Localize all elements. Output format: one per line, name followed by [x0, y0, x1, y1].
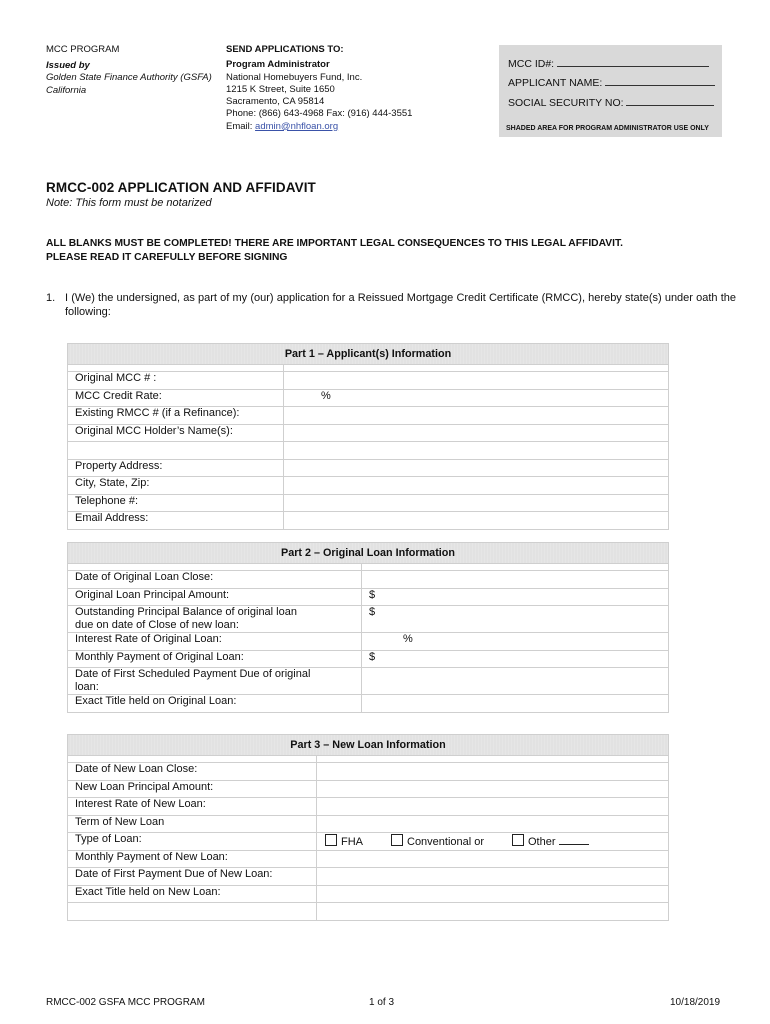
new-principal-field[interactable] [317, 780, 669, 798]
footer-page-number: 1 of 3 [369, 997, 395, 1008]
item-1-text: I (We) the undersigned, as part of my (our) application for a Reissued Mortgage Credit Certificate (RMCC), hereby state(s) under oath the following: [65, 292, 736, 318]
other-checkbox[interactable] [512, 834, 524, 846]
part3-heading: Part 3 – New Loan Information [68, 735, 669, 756]
email-field[interactable] [284, 512, 669, 530]
form-title: RMCC-002 APPLICATION AND AFFIDAVIT [46, 180, 316, 195]
ssn-line[interactable] [508, 96, 714, 109]
applicant-name-label: APPLICANT NAME: [508, 77, 603, 89]
mcc-id-line[interactable] [508, 57, 709, 70]
new-title-field-2[interactable] [317, 903, 669, 921]
holder-names-label: Original MCC Holder’s Name(s): [68, 424, 284, 442]
orig-interest-label: Interest Rate of Original Loan: [68, 633, 362, 651]
issued-by-label: Issued by [46, 59, 90, 71]
orig-date-close-field[interactable] [362, 571, 669, 589]
orig-title-label: Exact Title held on Original Loan: [68, 695, 362, 713]
part2-table [67, 542, 669, 713]
ssn-field[interactable] [626, 96, 714, 106]
new-principal-label: New Loan Principal Amount: [68, 780, 317, 798]
original-mcc-label: Original MCC # : [68, 372, 284, 390]
issuer-name: Golden State Finance Authority (GSFA) [46, 72, 212, 83]
new-term-field[interactable] [317, 815, 669, 833]
telephone-label: Telephone #: [68, 494, 284, 512]
warning-line-2: PLEASE READ IT CAREFULLY BEFORE SIGNING [46, 252, 288, 263]
first-payment-field[interactable] [362, 668, 669, 695]
new-date-close-label: Date of New Loan Close: [68, 763, 317, 781]
conventional-option[interactable] [391, 834, 484, 849]
conventional-checkbox[interactable] [391, 834, 403, 846]
orig-title-field[interactable] [362, 695, 669, 713]
holder-names-field-2[interactable] [284, 442, 669, 460]
admin-street: 1215 K Street, Suite 1650 [226, 83, 335, 95]
fha-option[interactable] [325, 834, 363, 849]
send-to-block [226, 44, 412, 133]
new-monthly-label: Monthly Payment of New Loan: [68, 850, 317, 868]
admin-email-label: Email: [226, 120, 256, 132]
property-address-field[interactable] [284, 459, 669, 477]
admin-city: Sacramento, CA 95814 [226, 96, 325, 108]
email-label: Email Address: [68, 512, 284, 530]
applicant-name-line[interactable] [508, 76, 715, 89]
city-state-zip-label: City, State, Zip: [68, 477, 284, 495]
footer-date: 10/18/2019 [670, 997, 721, 1008]
send-to-label: SEND APPLICATIONS TO: [226, 44, 344, 55]
fha-checkbox[interactable] [325, 834, 337, 846]
issuer-state: California [46, 84, 87, 96]
new-title-label: Exact Title held on New Loan: [68, 885, 317, 903]
credit-rate-percent: % [321, 389, 331, 402]
other-label: Other [528, 836, 556, 848]
property-address-label: Property Address: [68, 459, 284, 477]
new-interest-label: Interest Rate of New Loan: [68, 798, 317, 816]
new-first-payment-field[interactable] [317, 868, 669, 886]
conventional-label: Conventional or [407, 836, 485, 848]
admin-email-link[interactable]: admin@nhfloan.org [255, 120, 339, 132]
ssn-label: SOCIAL SECURITY NO: [508, 97, 624, 109]
outstanding-dollar: $ [369, 606, 376, 618]
mcc-id-field[interactable] [557, 57, 709, 67]
mcc-id-label: MCC ID#: [508, 58, 555, 70]
other-blank-field[interactable] [559, 835, 589, 845]
admin-use-box [499, 45, 722, 137]
orig-monthly-field[interactable] [362, 650, 669, 668]
applicant-name-field[interactable] [605, 76, 715, 86]
credit-rate-field[interactable] [284, 389, 669, 407]
new-monthly-field[interactable] [317, 850, 669, 868]
other-option[interactable] [512, 834, 589, 849]
existing-rmcc-field[interactable] [284, 407, 669, 425]
admin-phone: Phone: (866) 643-4968 Fax: (916) 444-3551 [226, 108, 413, 120]
notarized-note: Note: This form must be notarized [46, 197, 212, 209]
orig-principal-label: Original Loan Principal Amount: [68, 588, 362, 606]
part2-heading: Part 2 – Original Loan Information [68, 543, 669, 564]
credit-rate-label: MCC Credit Rate: [68, 389, 284, 407]
admin-email-line [226, 121, 412, 133]
loan-type-options [317, 833, 669, 851]
warning-line-1: ALL BLANKS MUST BE COMPLETED! THERE ARE IMPORTANT LEGAL CONSEQUENCES TO THIS LEGAL AFFIDAVIT. [46, 238, 624, 249]
outstanding-balance-label: Outstanding Principal Balance of original loan due on date of Close of new loan: [68, 606, 362, 633]
fha-label: FHA [341, 836, 363, 848]
orig-principal-field[interactable] [362, 588, 669, 606]
program-label: MCC PROGRAM [46, 44, 120, 55]
new-date-close-field[interactable] [317, 763, 669, 781]
part1-heading: Part 1 – Applicant(s) Information [68, 344, 669, 365]
orig-monthly-label: Monthly Payment of Original Loan: [68, 650, 362, 668]
footer-form-id: RMCC-002 GSFA MCC PROGRAM [46, 997, 205, 1008]
shaded-area-note: SHADED AREA FOR PROGRAM ADMINISTRATOR USE ONLY [506, 125, 709, 132]
orig-interest-percent: % [403, 633, 413, 645]
new-term-label: Term of New Loan [68, 815, 317, 833]
issuer-block [46, 44, 212, 97]
legal-warning [46, 237, 736, 265]
orig-monthly-dollar: $ [369, 650, 376, 663]
administrator-label: Program Administrator [226, 59, 330, 71]
first-payment-label: Date of First Scheduled Payment Due of original loan: [68, 668, 362, 695]
part1-table [67, 343, 669, 530]
loan-type-label: Type of Loan: [68, 833, 317, 851]
new-first-payment-label: Date of First Payment Due of New Loan: [68, 868, 317, 886]
part3-table [67, 734, 669, 921]
new-title-field[interactable] [317, 885, 669, 903]
outstanding-balance-field[interactable] [362, 606, 669, 633]
city-state-zip-field[interactable] [284, 477, 669, 495]
orig-interest-field[interactable] [362, 633, 669, 651]
new-interest-field[interactable] [317, 798, 669, 816]
telephone-field[interactable] [284, 494, 669, 512]
admin-org: National Homebuyers Fund, Inc. [226, 71, 363, 83]
item-1-number: 1. [46, 292, 56, 304]
original-mcc-field[interactable] [284, 372, 669, 390]
orig-date-close-label: Date of Original Loan Close: [68, 571, 362, 589]
holder-names-field[interactable] [284, 424, 669, 442]
orig-principal-dollar: $ [369, 588, 376, 601]
existing-rmcc-label: Existing RMCC # (if a Refinance): [68, 407, 284, 425]
item-1 [46, 291, 736, 319]
